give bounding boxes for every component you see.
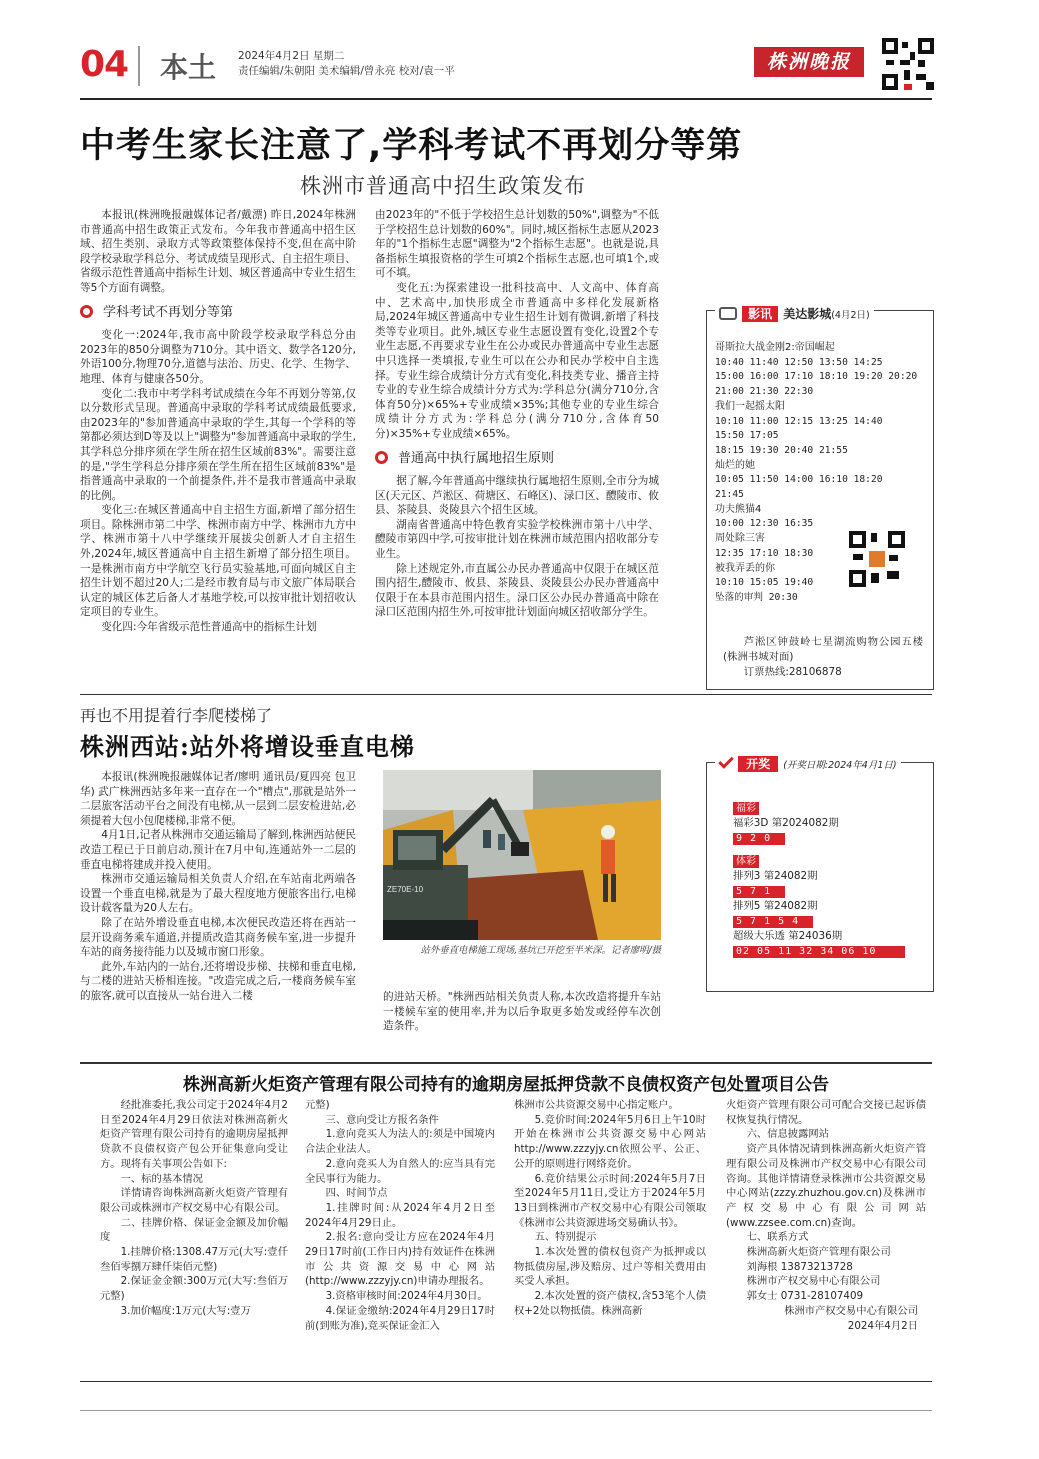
showtime-line: 15:00 16:00 17:10 18:10 19:20 20:20 [715,371,918,383]
story2-para: 本报讯(株洲晚报融媒体记者/廖明 通讯员/夏四亮 包卫华) 武广株洲西站多年来一直存在一个"槽点",那就是站外一二层旅客活动平台之间没有电梯,从一层到二层安检进站,必须提着大包小包爬楼梯,非常不便。 [80,771,356,827]
lottery-header [715,753,901,772]
film-title: 灿烂的她 [715,459,755,471]
story2-para: 的进站天桥。"株洲西站相关负责人称,本次改造将提升车站一楼候车室的使用率,并为以后争取更多始发或经停车次创造条件。 [383,991,661,1033]
film-title: 功夫熊猫4 [715,503,762,515]
bullet-icon [375,451,388,464]
footer-rule [80,1410,932,1411]
story2-kicker: 再也不用提着行李爬楼梯了 [80,706,273,725]
local-rules: 除上述规定外,市直属公办民办普通高中仅限于在城区范围内招生,醴陵市、攸县、茶陵县、炎陵县公办民办普通高中仅限于在本县市范围内招生。渌口区公办民办普通高中除在渌口区范围内招生外,可按审批计划面向城区招收部分学生。 [375,562,659,619]
change-4-cont: 由2023年的"不低于学校招生总计划数的50%",调整为"不低于学校招生总计划数的60%"。同时,城区指标生志愿从2023年的"1个指标生志愿"调整为"2个指标生志愿"。也就是说,具备指标生填报资格的学生可填2个指标生志愿,也可填1个,或可不填。 [375,209,659,280]
story2-para: 此外,车站内的一站台,还将增设步梯、扶梯和垂直电梯,与二楼的进站天桥相连接。"改造完成之后,一楼商务候车室的旅客,就可以直接从一站台进入二楼 [80,960,356,1002]
story2-para: 4月1日,记者从株洲市交通运输局了解到,株洲西站便民改造工程已于日前启动,预计在7月中旬,连通站外一二层的垂直电梯将建成并投入使用。 [80,829,356,871]
notice-column-1: 经批准委托,我公司定于2024年4月2日至2024年4月29日依法对株洲高新火炬资产管理有限公司持有的逾期房屋抵押贷款不良债权资产包公开征集意向受让方。现将有关事项公告如下: 一、标的基本情况 详情请咨询株洲高新火炬资产管理有限公司或株洲市产权交易中心有限公司。 二、挂牌价格、保证金金额及加价幅度 1.挂牌价格:1308.47万元(大写:壹仟叁佰零捌万肆仟柒佰元整) 2.保证金金额:300万元(大写:叁佰万元整) 3.加价幅度:1万元(大写:壹万 [100,1099,288,1317]
showtime-line: 21:00 21:30 22:30 [715,386,814,398]
editor-credits: 责任编辑/朱朝阳 美术编辑/曾永亮 校对/袁一平 [238,65,455,77]
lead-column-1 [80,208,356,635]
bullet-icon [80,305,93,318]
film-title: 周处除三害 [715,533,765,545]
excavator-image [383,770,661,940]
cinema-box [706,307,934,690]
change-1: 变化一:2024年,我市高中阶段学校录取学科总分由2023年的850分调整为710分。其中语文、数学各120分,外语100分,物理70分,道德与法治、历史、化学、生物学、地理、体育与健康各50分。 [80,329,356,385]
showtime-line: 10:10 15:05 19:40 [715,577,814,589]
construction-photo [383,770,661,940]
change-2: 变化二:我市中考学科考试成绩在今年不再划分等第,仅以分数形式呈现。普通高中录取的学科考试成绩最低要求,由2023年的"参加普通高中录取的学生,其每一个学科的等第都必须达到D等及以上"调整为"参加普通高中录取的学生,其学科总分排序须在学生所在招生区域前83%"。需要注意的是,"学生学科总分排序须在学生所在招生区域前83%"是指普通高中录取的一个前提条件,并不是我市普通高中录取的比例。 [80,387,356,502]
zone-principle: 据了解,今年普通高中继续执行属地招生原则,全市分为城区(天元区、芦淞区、荷塘区、石峰区)、渌口区、醴陵市、攸县、茶陵县、炎陵县六个招生区域。 [375,475,659,517]
header-divider [138,46,140,86]
excavator-model-label: ZE70E-10 [387,885,424,894]
story2-headline: 株洲西站:站外将增设垂直电梯 [80,732,415,761]
showtime-line: 10:10 11:00 12:15 13:25 14:40 [715,415,883,427]
p3-numbers: 5 7 1 [733,886,785,898]
fucai-numbers: 9 2 0 [733,833,785,845]
special-schools: 湖南省普通高中特色教育实验学校株洲市第十八中学、醴陵市第四中学,可按审批计划在株洲市域范围内招收部分专业生。 [375,518,659,561]
cinema-tag: 影讯 [742,306,778,322]
p5-draw: 排列5 第24082期 [733,900,818,912]
qr-code-icon[interactable] [882,38,934,90]
notice-title: 株洲高新火炬资产管理有限公司持有的逾期房屋抵押贷款不良债权资产包处置项目公告 [183,1075,829,1095]
change-3: 变化三:在城区普通高中自主招生方面,新增了部分招生项目。除株洲市第二中学、株洲市南方中学、株洲市九方中学、株洲市第十八中学继续开展拔尖创新人才自主招生外,2024年,城区普通高中自主招生新增了部分招生项目。一是株洲市南方中学航空飞行员实验基地,可面向城区自主招生计划不超过20人;二是经市教育局与市文旅广体局联合认定的城区体艺后备人才基地学校,可以按审批计划招收认定项目的专业生。 [80,504,356,619]
lottery-box [706,757,934,992]
fucai-label: 福彩 [733,802,759,815]
section-heading-2: 普通高中执行属地招生原则 [375,451,659,467]
notice-column-2: 元整) 三、意向受让方报名条件 1.意向竞买人为法人的:须是中国境内合法企业法人。 2.意向竞买人为自然人的:应当具有完全民事行为能力。 四、时间节点 1.挂牌时间:从2024年4月2日至2024年4月29日止。 2.报名:意向受让方应在2024年4月29日17时前(工作日内)持有效证件在株洲市公共资源交易中心网站(http://www.zzzyjy.cn)申请办理报名。 3.资格审核时间:2024年4月30日。 4.保证金缴纳:2024年4月29日17时前(到账为准),竞买保证金汇入 [305,1099,495,1332]
header-rule [80,98,932,100]
lottery-results [733,801,923,959]
showtime-line: 18:15 19:30 20:40 21:55 [715,444,848,456]
check-icon [718,753,734,769]
p5-numbers: 5 7 1 5 4 [733,916,813,928]
section-heading-1: 学科考试不再划分等第 [80,305,356,321]
cinema-address: 芦淞区钟鼓岭七星湖流购物公园五楼(株洲书城对面) 订票热线:28106878 [723,636,923,678]
lottery-tag: 开奖 [738,756,778,772]
showtime-line: 21:45 [715,489,744,501]
lottery-date: (开奖日期:2024年4月1日) [783,760,897,771]
film-title: 哥斯拉大战金刚2:帝国崛起 [715,342,835,353]
cinema-name: 美达影城 [783,307,832,321]
lead-intro: 本报讯(株洲晚报融媒体记者/戴漂) 昨日,2024年株洲市普通高中招生政策正式发布。今年我市普通高中招生区域、招生类别、录取方式等政策整体保持不变,但在高中阶段学校录取学科总分、考试成绩呈现形式、自主招生项目、省级示范性普通高中指标生计划、城区普通高中专业生招生等5个方面有调整。 [80,209,356,294]
story2-column-1 [80,770,356,1004]
showtime-line: 10:40 11:40 12:50 13:50 14:25 [715,356,883,368]
page-number: 04 [80,44,129,85]
newspaper-logo: 株洲晚报 [754,47,864,77]
story-separator [80,694,932,695]
showtime-line: 12:35 17:10 18:30 [715,547,814,559]
cinema-qr-code-icon[interactable] [849,531,905,587]
story2-para: 株洲市交通运输局相关负责人介绍,在车站南北两端各设置一个垂直电梯,就是为了最大程度地方便旅客出行,电梯设计载客量为20人左右。 [80,873,356,915]
showtime-line: 10:05 11:50 14:00 16:10 18:20 [715,474,883,486]
lead-column-2 [375,208,659,620]
change-4: 变化四:今年省级示范性普通高中的指标生计划 [101,621,317,634]
fucai-draw: 福彩3D 第2024082期 [733,817,839,829]
film-camera-icon [719,307,737,320]
story2-para: 除了在站外增设垂直电梯,本次便民改造还将在西站一层开设商务乘车通道,并提质改造其商务候车室,进一步提升车站的商务接待能力以及城市窗口形象。 [80,916,356,959]
cinema-date: (4月2日) [831,310,870,321]
photo-caption: 站外垂直电梯施工现场,基坑已开挖至半米深。记者廖明/摄 [420,945,661,956]
header-meta [238,49,455,79]
film-title: 我们一起摇太阳 [715,400,785,412]
change-5: 变化五:为探索建设一批科技高中、人文高中、体育高中、艺术高中,加快形成全市普通高中多样化发展新格局,2024年城区普通高中专业生招生计划有微调,新增了科技类等专业项目。此外,城区专业生志愿设置有变化,设置2个专业生志愿,不再要求专业生在公办或民办普通高中专业生志愿中只选择一类填报,专业生可以在公办和民办学校中自主选择。专业生综合成绩计分方式有变化,科技类专业、播音主持专业的专业生综合成绩计分方式为:学科总分(满分710分,含体育50分)×65%+专业成绩×35%;其他专业的专业生综合成绩计分方式为:学科总分(满分710分,含体育50分)×35%+专业成绩×65%。 [375,281,659,440]
dlt-draw: 超级大乐透 第24036期 [733,930,843,942]
notice-column-3: 株洲市公共资源交易中心指定账户。 5.竞价时间:2024年5月6日上午10时开始在株洲市公共资源交易中心网站http://www.zzzyjy.cn依照公平、公正、公开的原则进行网络竞价。 6.竞价结果公示时间:2024年5月7日至2024年5月11日,受让方于2024年5月13日到株洲市产权交易中心有限公司领取《株洲市公共资源进场交易确认书》。 五、特别提示 1.本次处置的债权包资产为抵押或以物抵债房屋,涉及赔房、过户等相关费用由买受人承担。 2.本次处置的资产债权,含53笔个人债权+2处以物抵债。株洲高新 [514,1099,706,1317]
notice-column-4: 火炬资产管理有限公司可配合交接已起诉债权恢复执行情况。 六、信息披露网站 资产具体情况请到株洲高新火炬资产管理有限公司及株洲市产权交易中心有限公司咨询。其他详情请登录株洲市公共资源交易中心网站(zzzy.zhuzhou.gov.cn)及株洲市产权交易中心有限公司网站(www.zzsee.com.cn)查询。 七、联系方式 株洲高新火炬资产管理有限公司 刘海根 13873213728 株洲市产权交易中心有限公司 郭女士 0731-28107409 株洲市产权交易中心有限公司 2024年4月2日 [726,1099,926,1332]
lead-subhead: 株洲市普通高中招生政策发布 [300,174,586,198]
showtime-line: 15:50 17:05 [715,430,779,442]
film-title: 被我弄丢的你 [715,562,775,574]
section-name: 本土 [160,51,217,84]
ticai-label: 体彩 [733,855,759,868]
story2-column-2 [383,990,661,1034]
lead-headline: 中考生家长注意了,学科考试不再划分等第 [80,126,743,166]
dlt-numbers: 02 05 11 32 34 06 10 [733,946,905,958]
showtime-line: 坠落的审判 20:30 [715,591,798,603]
cinema-header [715,303,874,322]
cinema-hotline: 订票热线:28106878 [743,666,842,678]
p3-draw: 排列3 第24082期 [733,870,818,882]
issue-date: 2024年4月2日 星期二 [238,50,345,62]
showtime-line: 10:00 12:30 16:35 [715,518,814,530]
